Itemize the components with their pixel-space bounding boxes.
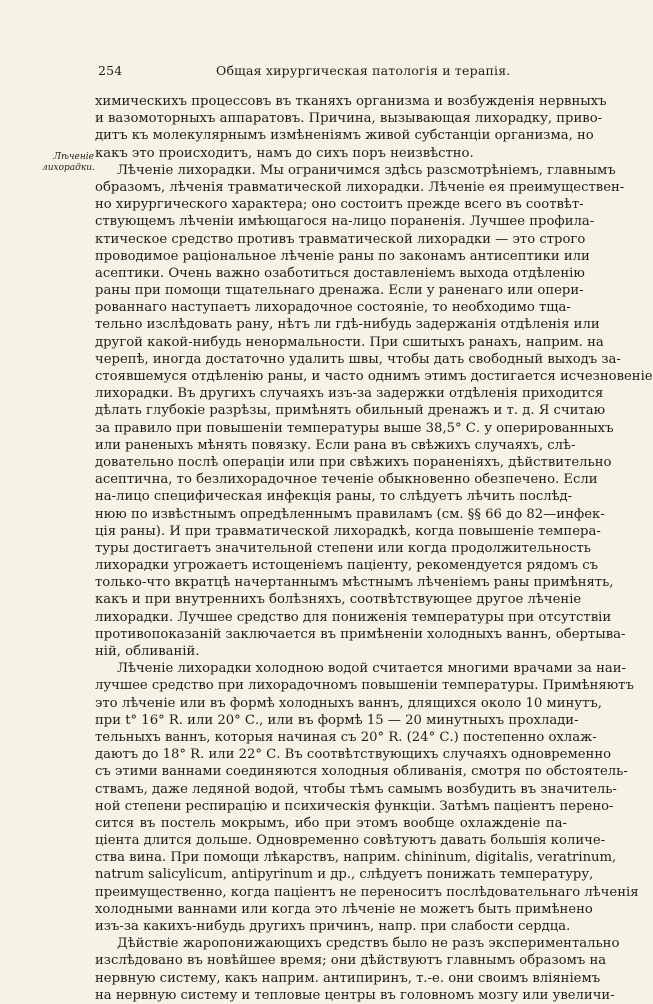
text-line: ціента длится дольше. Одновременно совѣтуютъ давать большія количе- (95, 833, 606, 849)
text-line: холодными ваннами или когда это лѣченіе не можетъ быть примѣнено (95, 901, 593, 917)
text-line: при t° 16° R. или 20° С., или въ формѣ 15 — 20 минутныхъ прохлади- (95, 712, 579, 728)
text-line: химическихъ процессовъ въ тканяхъ организма и возбужденія нервныхъ (95, 94, 607, 109)
page-number: 254 (98, 63, 123, 78)
text-line: на нервную систему и тепловые центры въ головномъ мозгу или увеличи- (95, 987, 615, 1003)
text-line: ства вина. При помощи лѣкарствъ, наприм. chininum, digitalis, veratrinum, (95, 850, 617, 866)
text-line: какъ это происходитъ, намъ до сихъ поръ неизвѣстно. (95, 145, 474, 161)
text-line: только-что вкратцѣ начертаннымъ мѣстнымъ лѣченіемъ раны примѣнять, (95, 575, 614, 591)
margin-note: Лѣченіе лихорадки. (42, 152, 95, 173)
text-line: лихорадки. Въ другихъ случаяхъ изъ-за задержки отдѣленія приходится (95, 386, 604, 402)
text-line: дѣлать глубокіе разрѣзы, примѣнять обильный дренажъ и т. д. Я считаю (95, 403, 606, 419)
text-line: тельно изслѣдовать рану, нѣтъ ли гдѣ-нибудь задержанія отдѣленія или (95, 317, 600, 333)
text-line: ній, обливаній. (95, 644, 200, 659)
text-line: изслѣдовано въ новѣйшее время; они дѣйствуютъ главнымъ образомъ на (95, 953, 607, 969)
text-line: ствамъ, даже ледяной водой, чтобы тѣмъ самымъ возбудить въ значитель- (95, 781, 617, 797)
text-line: ктическое средство противъ травматической лихорадки — это строго (95, 231, 586, 247)
text-line: противопоказаній заключается въ примѣненіи холодныхъ ваннъ, обертыва- (95, 626, 626, 642)
text-line: ной степени респирацію и психическія функціи. Затѣмъ паціентъ перено- (95, 798, 614, 814)
text-line: туры достигаетъ значительной степени или когда продолжительность (95, 540, 591, 556)
text-line: natrum salicylicum, antipyrinum и др., слѣдуетъ понижать температуру, (95, 867, 594, 883)
text-line: лихорадки. Лучшее средство для пониженія температуры при отсутствіи (95, 609, 612, 625)
text-line: ція раны). И при травматической лихорадкѣ, когда повышеніе темпера- (95, 523, 601, 539)
text-line: лихорадки угрожаетъ истощеніемъ паціенту, рекомендуется рядомъ съ (95, 558, 599, 574)
running-title: Общая хирургическая патологія и терапія. (216, 63, 511, 78)
text-line: изъ-за какихъ-нибудь другихъ причинъ, напр. при слабости сердца. (95, 919, 571, 934)
text-line: нервную систему, какъ наприм. антипиринъ, т.-е. они своимъ вліяніемъ (95, 970, 601, 986)
text-line: съ этими ваннами соединяются холодныя обливанія, смотря по обстоятель- (95, 764, 628, 780)
text-line: сится въ постель мокрымъ, ибо при этомъ вообще охлажденіе па- (95, 815, 567, 831)
text-line: за правило при повышеніи температуры выше 38,5° С. у оперированныхъ (95, 420, 614, 436)
text-line: и вазомоторныхъ аппаратовъ. Причина, вызывающая лихорадку, приво- (95, 111, 603, 127)
text-line: Дѣйствіе жаропонижающихъ средствъ было не разъ экспериментально (117, 936, 620, 952)
text-line: другой какой-нибудь ненормальности. При сшитыхъ ранахъ, наприм. на (95, 334, 604, 350)
text-line: рованнаго наступаетъ лихорадочное состояніе, то необходимо тща- (95, 300, 571, 316)
text-line: образомъ, лѣченія травматической лихорадки. Лѣченіе ея преимуществен- (95, 179, 625, 195)
text-line: преимущественно, когда паціентъ не переноситъ послѣдовательнаго лѣченія (95, 884, 639, 900)
text-line: даютъ до 18° R. или 22° С. Въ соотвѣтствующихъ случаяхъ одновременно (95, 747, 612, 763)
text-line: на-лицо специфическая инфекція раны, то слѣдуетъ лѣчить послѣд- (95, 489, 573, 505)
text-line: асептична, то безлихорадочное теченіе обыкновенно обезпечено. Если (95, 472, 598, 488)
text-line: или раненыхъ мѣнять повязку. Если рана въ свѣжихъ случаяхъ, слѣ- (95, 437, 576, 453)
body-text (95, 93, 653, 1004)
text-line: дитъ къ молекулярнымъ измѣненіямъ живой субстанціи организма, но (95, 128, 594, 144)
text-line: стоявшемуся отдѣленію раны, и часто однимъ этимъ достигается исчезновеніе (95, 369, 653, 384)
text-line: черепѣ, иногда достаточно удалить швы, чтобы дать свободный выходъ за- (95, 351, 621, 367)
text-line: какъ и при внутреннихъ болѣзняхъ, соотвѣтствующее другое лѣченіе (95, 592, 582, 608)
text-line: но хирургического характера; оно состоитъ прежде всего въ соотвѣт- (95, 197, 584, 213)
text-line: тельныхъ ваннъ, которыя начиная съ 20° R. (24° С.) постепенно охлаж- (95, 729, 597, 745)
text-line: Лѣченіе лихорадки. Мы ограничимся здѣсь разсмотрѣніемъ, главнымъ (117, 162, 616, 178)
text-line: раны при помощи тщательнаго дренажа. Если у раненаго или опери- (95, 283, 584, 299)
text-line: довательно послѣ операціи или при свѣжихъ пораненіяхъ, дѣйствительно (95, 454, 612, 470)
text-line: ствующемъ лѣченіи имѣющагося на-лицо пораненія. Лучшее профила- (95, 214, 595, 230)
text-line: это лѣченіе или въ формѣ холодныхъ ваннъ, длящихся около 10 минутъ, (95, 695, 602, 711)
text-line: лучшее средство при лихорадочномъ повышеніи температуры. Примѣняютъ (95, 678, 634, 694)
text-line: Лѣченіе лихорадки холодною водой считается многими врачами за наи- (117, 661, 626, 677)
text-line: проводимое раціональное лѣченіе раны по законамъ антисептики или (95, 248, 590, 264)
text-line: нюю по извѣстнымъ опредѣленнымъ правиламъ (см. §§ 66 до 82—инфек- (95, 506, 605, 522)
text-line: асептики. Очень важно озаботиться доставленіемъ выхода отдѣленію (95, 265, 585, 281)
